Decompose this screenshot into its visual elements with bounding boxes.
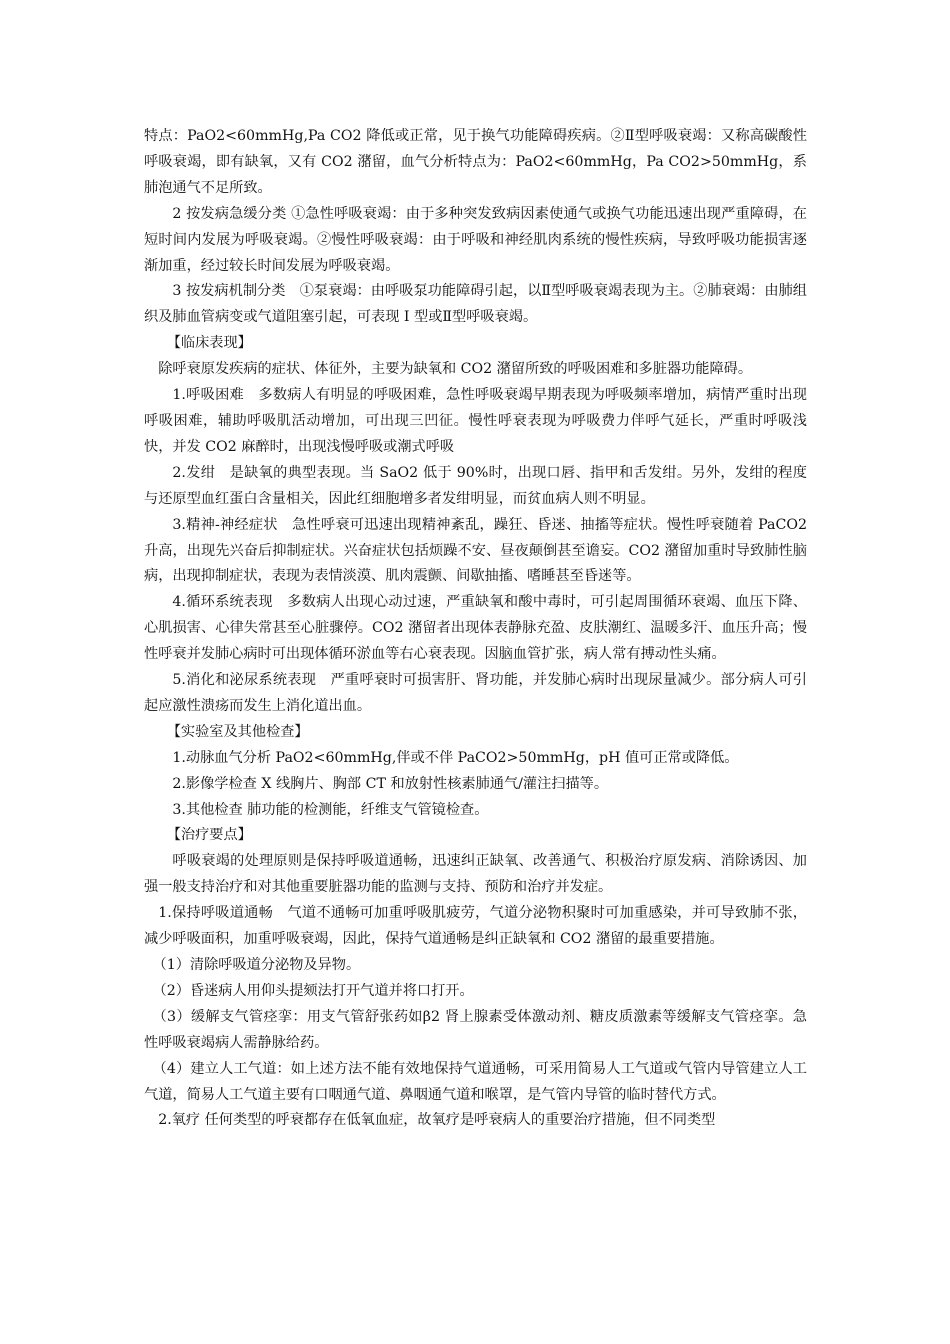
paragraph-imaging: 2.影像学检查 X 线胸片、胸部 CT 和放射性核素肺通气/灌注扫描等。 <box>172 775 609 792</box>
document-page <box>144 124 807 1134</box>
paragraph-digestive-urinary: 5.消化和泌尿系统表现 严重呼衰时可损害肝、肾功能，并发肺心病时出现尿量减少。部分病人可引起应激性溃疡而发生上消化道出血。 <box>144 672 807 714</box>
list-item-open-airway: （2）昏迷病人用仰头提颏法打开气道并将口打开。 <box>152 982 474 999</box>
paragraph-onset-classification: 2 按发病急缓分类 ①急性呼吸衰竭：由于多种突发致病因素使通气或换气功能迅速出现严重障碍，在短时间内发展为呼吸衰竭。②慢性呼吸衰竭：由于呼吸和神经肌肉系统的慢性疾病，导致呼吸功能损害逐渐加重，经过较长时间发展为呼吸衰竭。 <box>144 205 807 274</box>
paragraph-mechanism-classification: 3 按发病机制分类 ①泵衰竭：由呼吸泵功能障碍引起，以Ⅱ型呼吸衰竭表现为主。②肺衰竭：由肺组织及肺血管病变或气道阻塞引起，可表现 I 型或Ⅱ型呼吸衰竭。 <box>144 283 807 326</box>
paragraph-dyspnea: 1.呼吸困难 多数病人有明显的呼吸困难，急性呼吸衰竭早期表现为呼吸频率增加，病情严重时出现呼吸困难，辅助呼吸肌活动增加，可出现三凹征。慢性呼衰表现为呼吸费力伴呼气延长，严重时呼吸浅快，并发 CO2 麻醉时，出现浅慢呼吸或潮式呼吸 <box>144 387 807 455</box>
paragraph-airway-patency: 1.保持呼吸道通畅 气道不通畅可加重呼吸肌疲劳，气道分泌物积聚时可加重感染，并可导致肺不张，减少呼吸面积，加重呼吸衰竭，因此，保持气道通畅是纠正缺氧和 CO2 潴留的最重要措施。 <box>144 905 807 948</box>
paragraph-clinical-intro: 除呼衰原发疾病的症状、体征外，主要为缺氧和 CO2 潴留所致的呼吸困难和多脏器功能障碍。 <box>158 361 753 378</box>
paragraph-treatment-principles: 呼吸衰竭的处理原则是保持呼吸道通畅，迅速纠正缺氧、改善通气、积极治疗原发病、消除诱因、加强一般支持治疗和对其他重要脏器功能的监测与支持、预防和治疗并发症。 <box>144 853 807 896</box>
paragraph-cyanosis: 2.发绀 是缺氧的典型表现。当 SaO2 低于 90%时，出现口唇、指甲和舌发绀。另外，发绀的程度与还原型血红蛋白含量相关，因此红细胞增多者发绀明显，而贫血病人则不明显。 <box>144 464 807 507</box>
paragraph-circulatory: 4.循环系统表现 多数病人出现心动过速，严重缺氧和酸中毒时，可引起周围循环衰竭、血压下降、心肌损害、心律失常甚至心脏骤停。CO2 潴留者出现体表静脉充盈、皮肤潮红、温暖多汗、血压升高；慢性呼衰并发肺心病时可出现体循环淤血等右心衰表现。因脑血管扩张，病人常有搏动性头痛。 <box>144 594 807 663</box>
paragraph-neuro-symptoms: 3.精神-神经症状 急性呼衰可迅速出现精神紊乱，躁狂、昏迷、抽搐等症状。慢性呼衰随着 PaCO2 升高，出现先兴奋后抑制症状。兴奋症状包括烦躁不安、昼夜颠倒甚至谵妄。CO2 潴留加重时导致肺性脑病，出现抑制症状，表现为表情淡漠、肌肉震颤、间歇抽搐、嗜睡甚至昏迷等。 <box>144 516 807 585</box>
heading-treatment: 【治疗要点】 <box>166 827 252 844</box>
paragraph-type-criteria: 特点：PaO2<60mmHg,Pa CO2 降低或正常，见于换气功能障碍疾病。②Ⅱ型呼吸衰竭：又称高碳酸性呼吸衰竭，即有缺氧，又有 CO2 潴留，血气分析特点为：PaO2<60mmHg，Pa CO2>50mmHg，系肺泡通气不足所致。 <box>144 128 807 196</box>
paragraph-oxygen-therapy: 2.氧疗 任何类型的呼衰都存在低氧血症，故氧疗是呼衰病人的重要治疗措施，但不同类型 <box>158 1112 716 1129</box>
list-item-bronchospasm: （3）缓解支气管痉挛：用支气管舒张药如β2 肾上腺素受体激动剂、糖皮质激素等缓解支气管痉挛。急性呼吸衰竭病人需静脉给药。 <box>144 1008 807 1051</box>
heading-lab-tests: 【实验室及其他检查】 <box>166 723 309 740</box>
list-item-artificial-airway: （4）建立人工气道：如上述方法不能有效地保持气道通畅，可采用简易人工气道或气管内导管建立人工气道，简易人工气道主要有口咽通气道、鼻咽通气道和喉罩，是气管内导管的临时替代方式。 <box>144 1060 807 1103</box>
heading-clinical-manifestations: 【临床表现】 <box>166 335 252 352</box>
list-item-clear-secretions: （1）清除呼吸道分泌物及异物。 <box>152 957 361 973</box>
paragraph-other-tests: 3.其他检查 肺功能的检测能，纤维支气管镜检查。 <box>172 801 489 818</box>
paragraph-blood-gas: 1.动脉血气分析 PaO2<60mmHg,伴或不伴 PaCO2>50mmHg，pH 值可正常或降低。 <box>172 749 739 766</box>
